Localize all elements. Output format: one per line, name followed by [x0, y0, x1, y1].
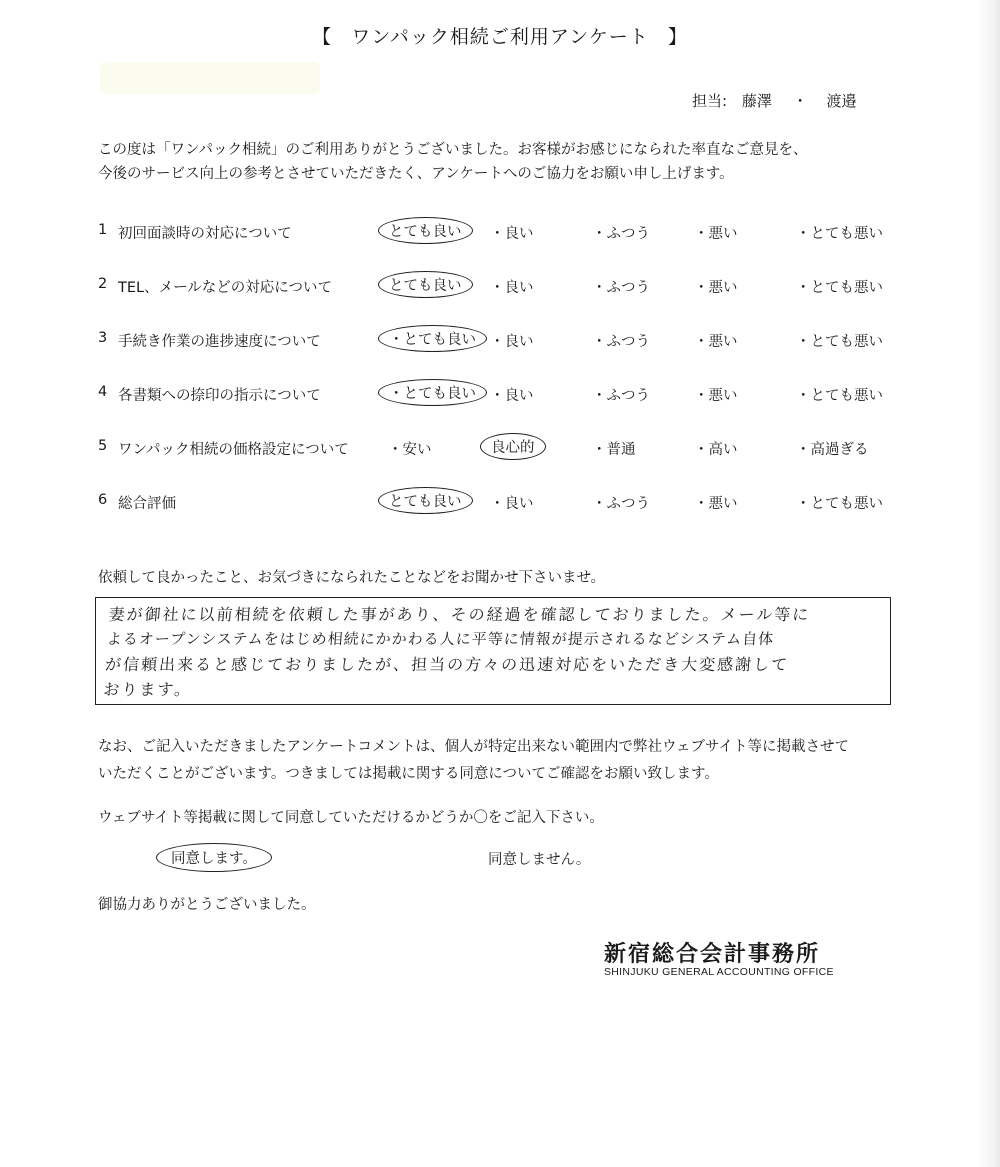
- rating-option[interactable]: ・悪い: [694, 388, 738, 404]
- question-row-1: [98, 216, 898, 246]
- question-number: 6: [98, 492, 108, 508]
- staff-line: [692, 90, 866, 111]
- rating-option[interactable]: ・ふつう: [592, 334, 650, 350]
- thanks-text: 御協力ありがとうございました。: [98, 897, 316, 913]
- consent-agree-option[interactable]: 同意します。: [156, 843, 272, 872]
- staff-name-1: 藤澤: [741, 92, 772, 110]
- selected-rating-option[interactable]: とても良い: [378, 217, 473, 244]
- handwritten-line: が信頼出来ると感じておりましたが、担当の方々の迅速対応をいただき大変感謝して: [104, 655, 790, 674]
- rating-option[interactable]: ・悪い: [694, 226, 738, 242]
- comment-box[interactable]: [95, 597, 891, 705]
- question-label: ワンパック相続の価格設定について: [118, 442, 349, 458]
- title-text: ワンパック相続ご利用アンケート: [351, 26, 649, 48]
- rating-option[interactable]: ・高過ぎる: [796, 442, 869, 458]
- intro-line-2: 今後のサービス向上の参考とさせていただきたく、アンケートへのご協力をお願い申し上げます。: [98, 166, 734, 182]
- notice-line-1: なお、ご記入いただきましたアンケートコメントは、個人が特定出来ない範囲内で弊社ウェブサイト等に掲載させて: [98, 739, 849, 755]
- rating-option[interactable]: ・とても悪い: [796, 334, 883, 350]
- question-number: 2: [98, 276, 108, 292]
- question-row-2: [98, 270, 898, 300]
- question-row-5: [98, 432, 898, 462]
- rating-option[interactable]: ・普通: [592, 442, 636, 458]
- intro-text: [98, 138, 807, 186]
- handwritten-line: 妻が御社に以前相続を依頼した事があり、その経過を確認しておりました。メール等に: [107, 605, 811, 624]
- question-label: 初回面談時の対応について: [118, 226, 292, 242]
- rating-option[interactable]: ・良い: [490, 388, 534, 404]
- question-number: 5: [98, 438, 108, 454]
- staff-label: 担当:: [692, 92, 728, 110]
- question-row-6: [98, 486, 898, 516]
- rating-option[interactable]: ・安い: [388, 442, 432, 458]
- selected-rating-option[interactable]: 良心的: [480, 433, 546, 460]
- staff-separator: ・: [792, 92, 808, 110]
- rating-option[interactable]: ・悪い: [694, 334, 738, 350]
- question-label: 総合評価: [118, 496, 176, 512]
- rating-option[interactable]: ・ふつう: [592, 226, 650, 242]
- rating-option[interactable]: ・良い: [490, 496, 534, 512]
- handwritten-line: よるオープンシステムをはじめ相続にかかわる人に平等に情報が提示されるなどシステム自体: [106, 630, 775, 648]
- question-label: 手続き作業の進捗速度について: [118, 334, 321, 350]
- rating-option[interactable]: ・とても悪い: [796, 388, 883, 404]
- rating-option[interactable]: ・とても悪い: [796, 226, 883, 242]
- question-label: 各書類への捺印の指示について: [118, 388, 321, 404]
- notice-line-2: いただくことがございます。つきましては掲載に関する同意についてご確認をお願い致します。: [98, 766, 719, 782]
- rating-option[interactable]: ・ふつう: [592, 496, 650, 512]
- handwritten-line: おります。: [102, 680, 193, 699]
- scan-edge-shadow: [978, 0, 1000, 1167]
- scan-smudge: [100, 62, 320, 94]
- selected-rating-option[interactable]: ・とても良い: [378, 325, 487, 352]
- question-number: 4: [98, 384, 108, 400]
- rating-option[interactable]: ・とても悪い: [796, 496, 883, 512]
- rating-option[interactable]: ・ふつう: [592, 280, 650, 296]
- intro-line-1: この度は「ワンパック相続」のご利用ありがとうございました。お客様がお感じになられた率直なご意見を、: [98, 142, 808, 158]
- question-number: 3: [98, 330, 108, 346]
- selected-rating-option[interactable]: とても良い: [378, 271, 473, 298]
- rating-option[interactable]: ・悪い: [694, 280, 738, 296]
- selected-rating-option[interactable]: ・とても良い: [378, 379, 487, 406]
- question-label: TEL、メールなどの対応について: [118, 280, 333, 296]
- staff-name-2: 渡邉: [826, 92, 857, 110]
- office-name-en: SHINJUKU GENERAL ACCOUNTING OFFICE: [604, 966, 834, 978]
- rating-option[interactable]: ・悪い: [694, 496, 738, 512]
- rating-option[interactable]: ・良い: [490, 280, 534, 296]
- notice-text: [98, 734, 849, 788]
- office-logo: [604, 937, 834, 978]
- selected-rating-option[interactable]: とても良い: [378, 487, 473, 514]
- rating-option[interactable]: ・良い: [490, 334, 534, 350]
- comment-prompt: 依頼して良かったこと、お気づきになられたことなどをお聞かせ下さいませ。: [98, 570, 606, 586]
- handwritten-comment: [103, 602, 884, 702]
- question-row-3: [98, 324, 898, 354]
- office-name-jp: 新宿総合会計事務所: [604, 941, 821, 967]
- consent-disagree-option[interactable]: 同意しません。: [488, 852, 591, 868]
- page-title: [0, 22, 1000, 49]
- title-bracket-open: 【: [312, 26, 333, 48]
- title-bracket-close: 】: [667, 26, 688, 48]
- rating-option[interactable]: ・ふつう: [592, 388, 650, 404]
- consent-question: ウェブサイト等掲載に関して同意していただけるかどうか〇をご記入下さい。: [98, 810, 604, 826]
- rating-option[interactable]: ・良い: [490, 226, 534, 242]
- rating-option[interactable]: ・とても悪い: [796, 280, 883, 296]
- question-number: 1: [98, 222, 108, 238]
- question-row-4: [98, 378, 898, 408]
- rating-option[interactable]: ・高い: [694, 442, 738, 458]
